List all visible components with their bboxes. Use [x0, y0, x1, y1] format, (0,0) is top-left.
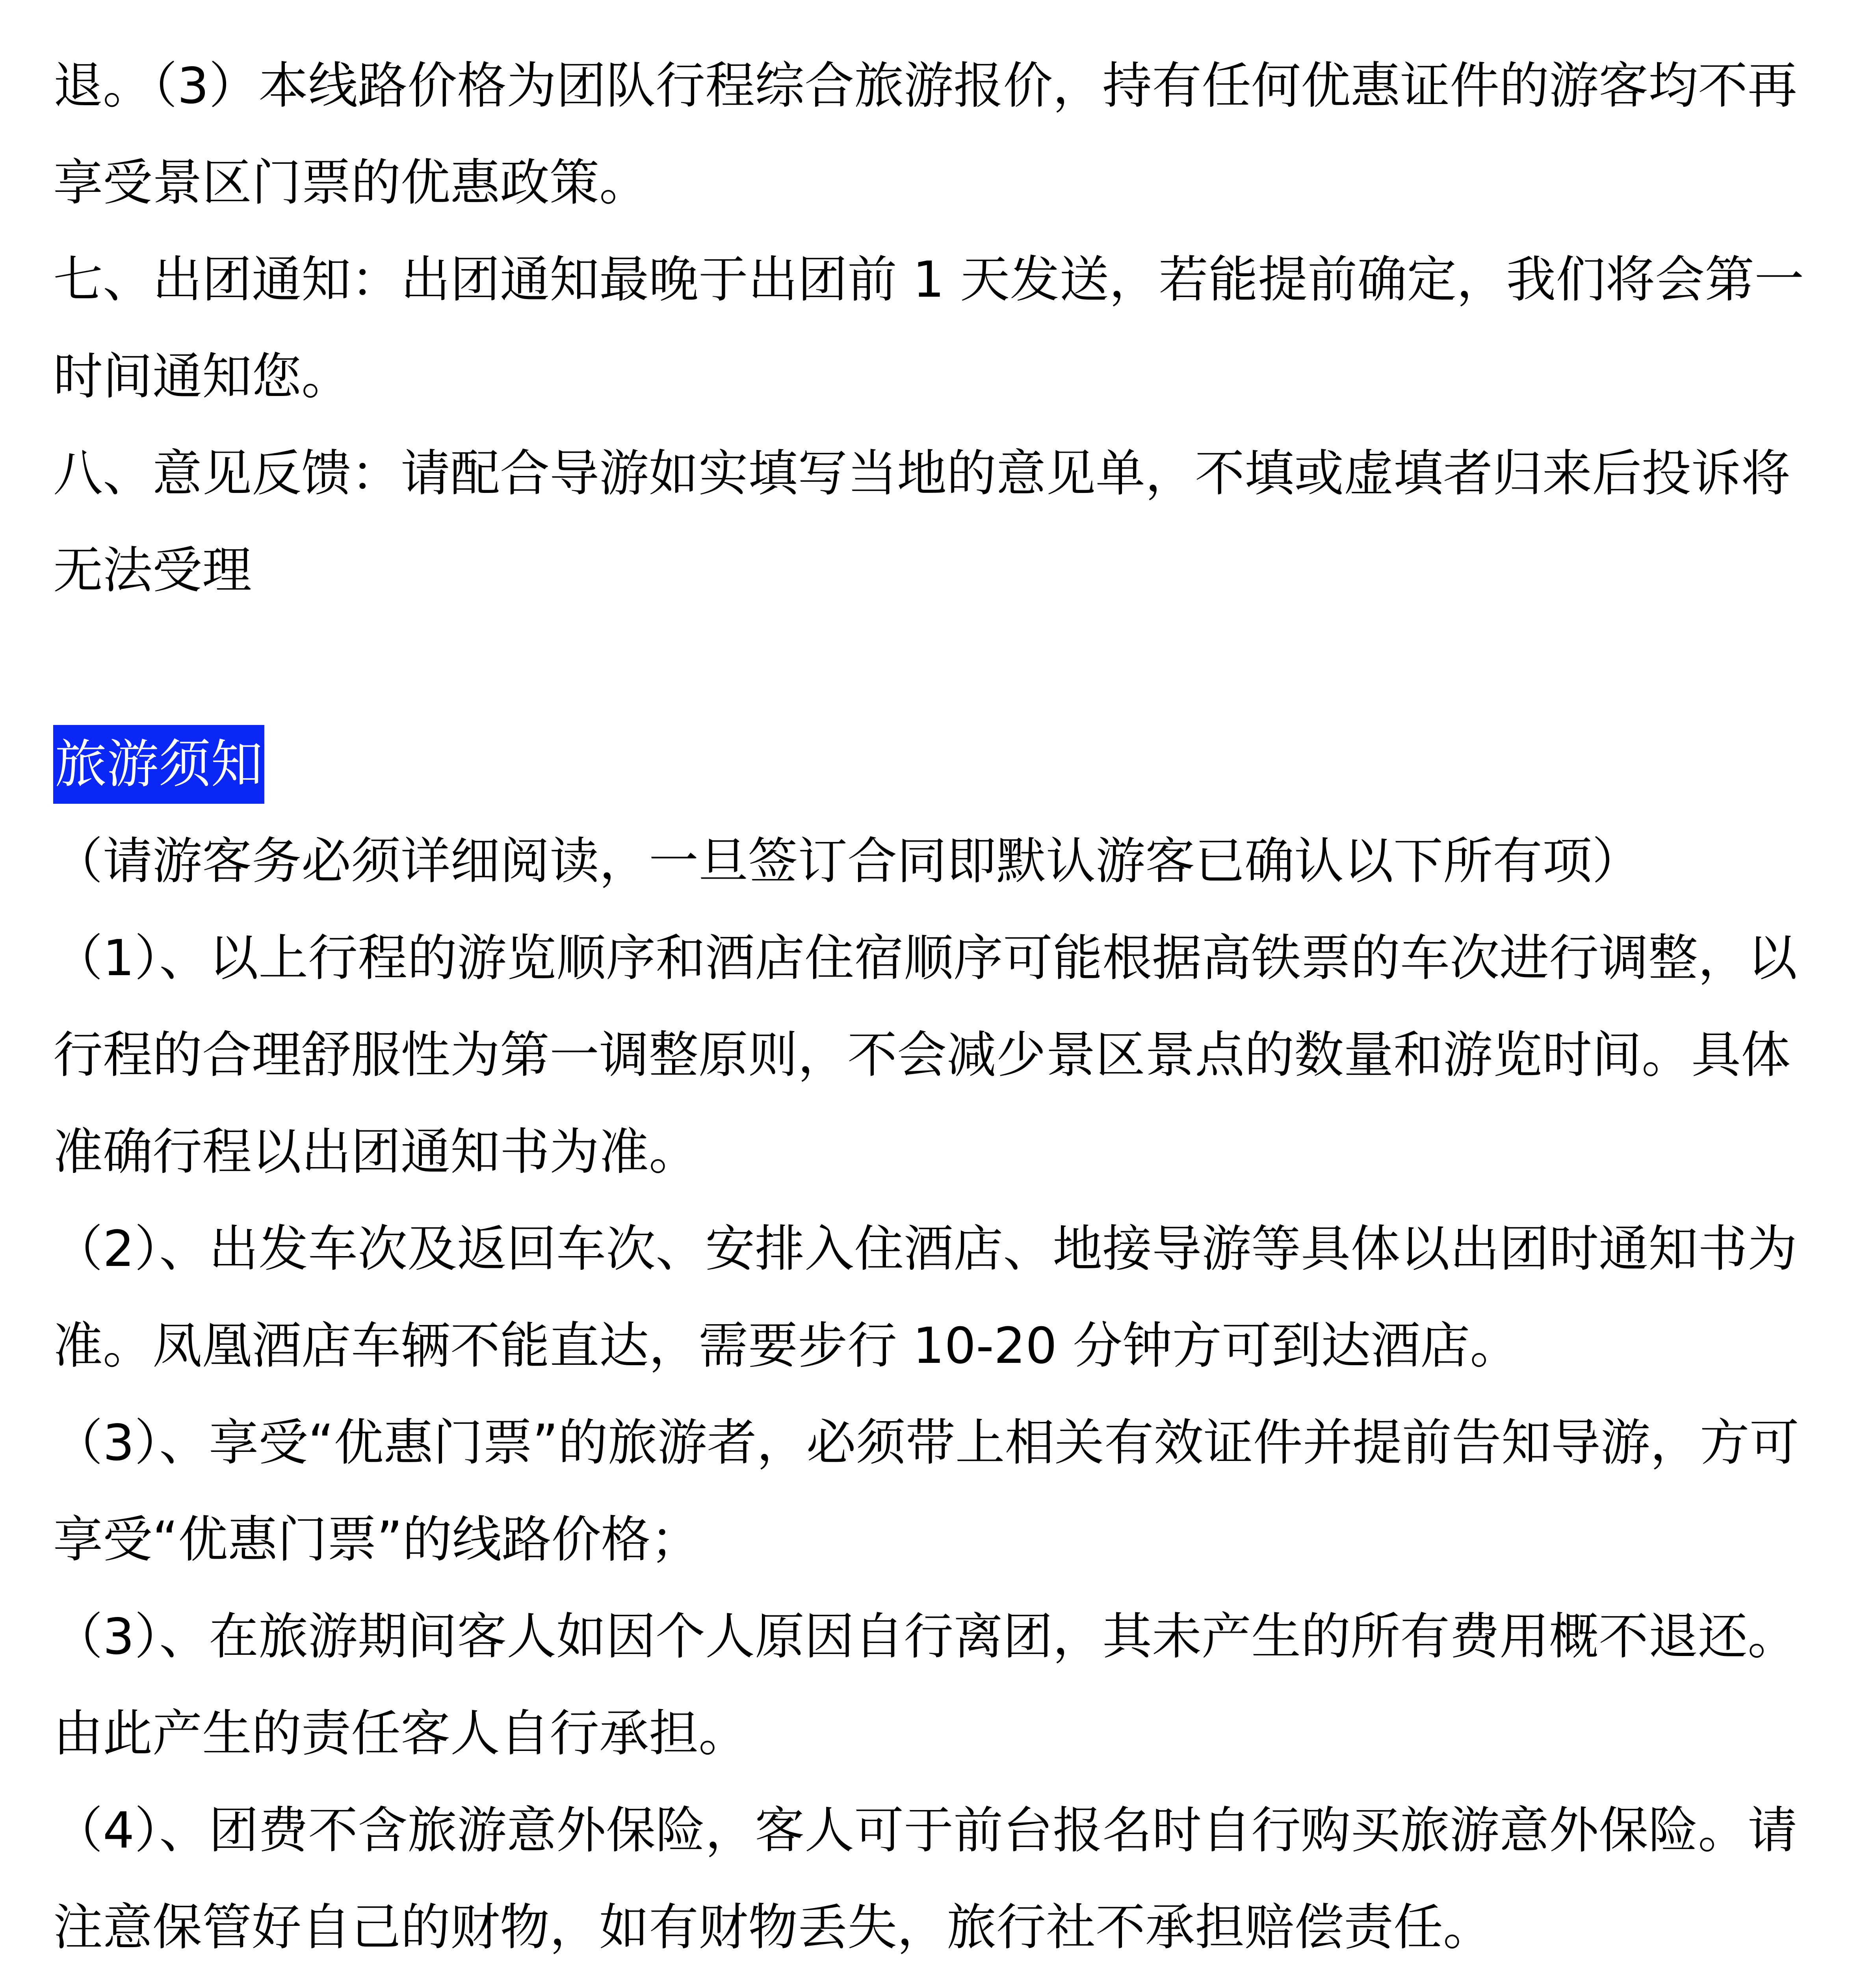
notice-item: （4）、团费不含旅游意外保险，客人可于前台报名时自行购买旅游意外保险。请注意保管好自己的财物，如有财物丢失，旅行社不承担赔偿责任。	[53, 1801, 1798, 1956]
blank-line	[53, 619, 1826, 716]
section-heading: 旅游须知	[53, 725, 264, 804]
section-heading-row	[53, 716, 1826, 813]
document-page	[53, 37, 1826, 1970]
notice-item: （3）、享受“优惠门票”的旅游者，必须带上相关有效证件并提前告知导游，方可享受“优惠门票”的线路价格；	[53, 1414, 1799, 1569]
section-intro: （请游客务必须详细阅读，一旦签订合同即默认游客已确认以下所有项）	[53, 832, 1642, 890]
paragraph-departure-notice: 七、出团通知：出团通知最晚于出团前 1 天发送，若能提前确定，我们将会第一时间通知您。	[53, 251, 1804, 405]
notice-item: （2）、出发车次及返回车次、安排入住酒店、地接导游等具体以出团时通知书为准。凤凰酒店车辆不能直达，需要步行 10-20 分钟方可到达酒店。	[53, 1220, 1798, 1375]
paragraph-price-policy: 退。（3）本线路价格为团队行程综合旅游报价，持有任何优惠证件的游客均不再享受景区门票的优惠政策。	[53, 57, 1798, 212]
notice-item: （3）、在旅游期间客人如因个人原因自行离团，其未产生的所有费用概不退还。由此产生的责任客人自行承担。	[53, 1608, 1798, 1762]
paragraph-feedback: 八、意见反馈：请配合导游如实填写当地的意见单，不填或虚填者归来后投诉将无法受理	[53, 444, 1791, 599]
notice-item: （1）、以上行程的游览顺序和酒店住宿顺序可能根据高铁票的车次进行调整，以行程的合理舒服性为第一调整原则，不会减少景区景点的数量和游览时间。具体准确行程以出团通知书为准。	[53, 929, 1798, 1181]
